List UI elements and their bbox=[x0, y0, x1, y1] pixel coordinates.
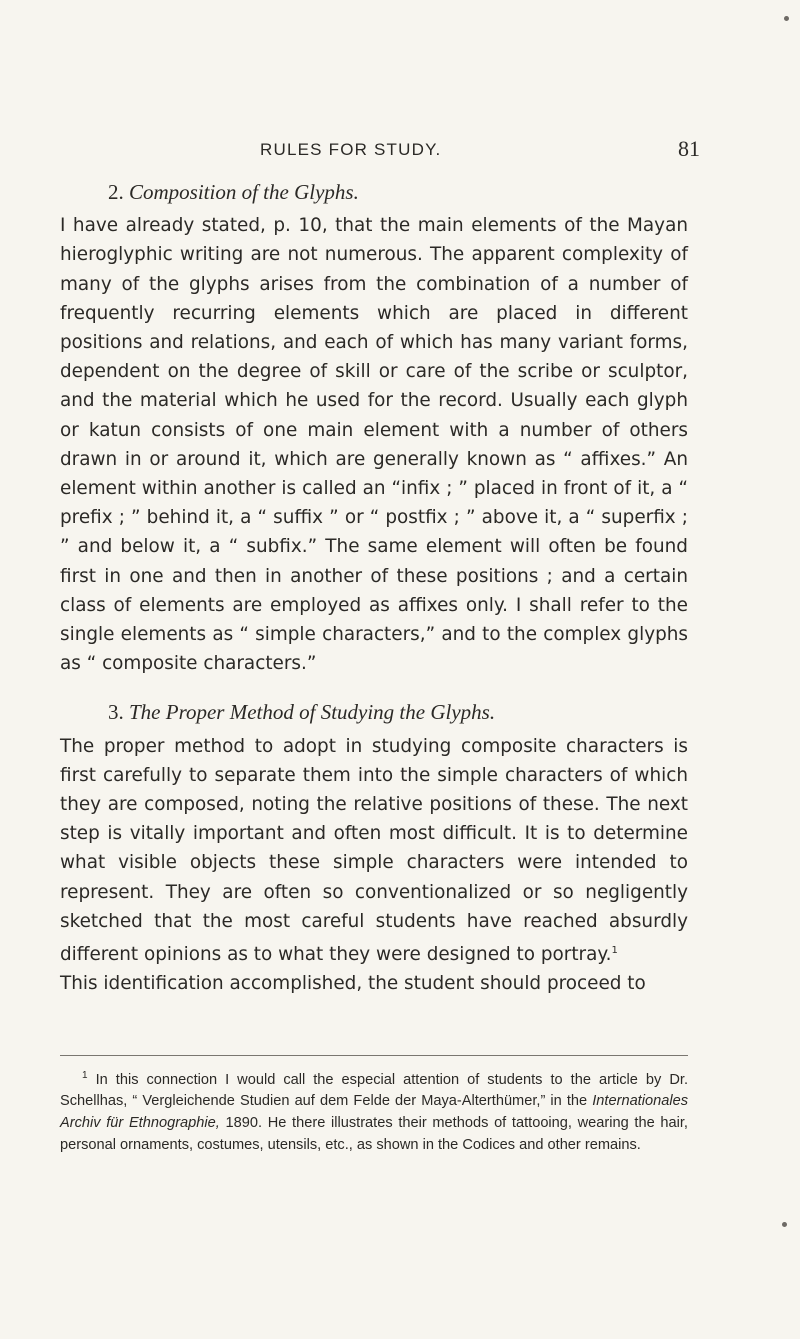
footnote-text: 1890. He there illustrates their methods of tattooing, wearing the hair, personal ornaments, costumes, utensils, etc., as shown in the Codices and other remains. bbox=[60, 1115, 688, 1153]
section-heading-method bbox=[108, 698, 688, 727]
footnote-journal-title: Internationales Archiv für Ethnographie, bbox=[60, 1093, 688, 1132]
section-heading-composition bbox=[108, 178, 688, 207]
paragraph-text: The proper method to adopt in studying composite characters is first carefully to separate them into the simple characters of which they are composed, noting the relative positions of these. The next step is vitally important and often most difficult. It is to determine what visible objects these simple characters were intended to represent. They are often so conventionalized or so negligently sketched that the most careful students have reached absurdly different opinions as to what they were designed to portray. bbox=[60, 735, 688, 966]
page-number: 81 bbox=[678, 136, 700, 161]
page-header bbox=[60, 136, 700, 166]
paragraph: I have already stated, p. 10, that the main elements of the Mayan hieroglyphic writing are not numerous. The apparent complexity of many of the glyphs arises from the combination of a number of frequently recurring elements which are placed in different positions and relations, and each of which has many variant forms, dependent on the degree of skill or care of the scribe or sculptor, and the material which he used for the record. Usually each glyph or katun consists of one main element with a number of others drawn in or around it, which are generally known as “ affixes.” An element within another is called an “infix ; ” placed in front of it, a “ prefix ; ” behind it, a “ suffix ” or “ postfix ; ” above it, a “ superfix ; ” and below it, a “ subfix.” The same element will often be found first in one and then in another of these positions ; and a certain class of elements are employed as affixes only. I shall refer to the single elements as “ simple characters,” and to the complex glyphs as “ composite characters.” bbox=[60, 215, 688, 675]
footnote bbox=[60, 1065, 688, 1156]
paragraph: This identification accomplished, the student should proceed to bbox=[60, 973, 646, 995]
page-speck-mark bbox=[782, 1222, 787, 1227]
section-number: 2. bbox=[108, 180, 124, 204]
footnote-reference: 1 bbox=[611, 945, 618, 957]
footnote-marker: 1 bbox=[82, 1070, 88, 1081]
page-speck-mark bbox=[784, 16, 789, 21]
section-title: The Proper Method of Studying the Glyphs. bbox=[129, 700, 496, 725]
footnote-divider bbox=[60, 1055, 688, 1056]
paragraph bbox=[60, 732, 688, 970]
body-text bbox=[60, 178, 688, 999]
section-title: Composition of the Glyphs. bbox=[129, 180, 359, 204]
footnote-text: In this connection I would call the especial attention of students to the article by Dr. Schellhas, “ Vergleichende Studien auf dem Felde der Maya-Alterthümer,” in the bbox=[60, 1071, 689, 1110]
section-number: 3. bbox=[108, 700, 124, 725]
running-head: RULES FOR STUDY. bbox=[260, 140, 442, 159]
